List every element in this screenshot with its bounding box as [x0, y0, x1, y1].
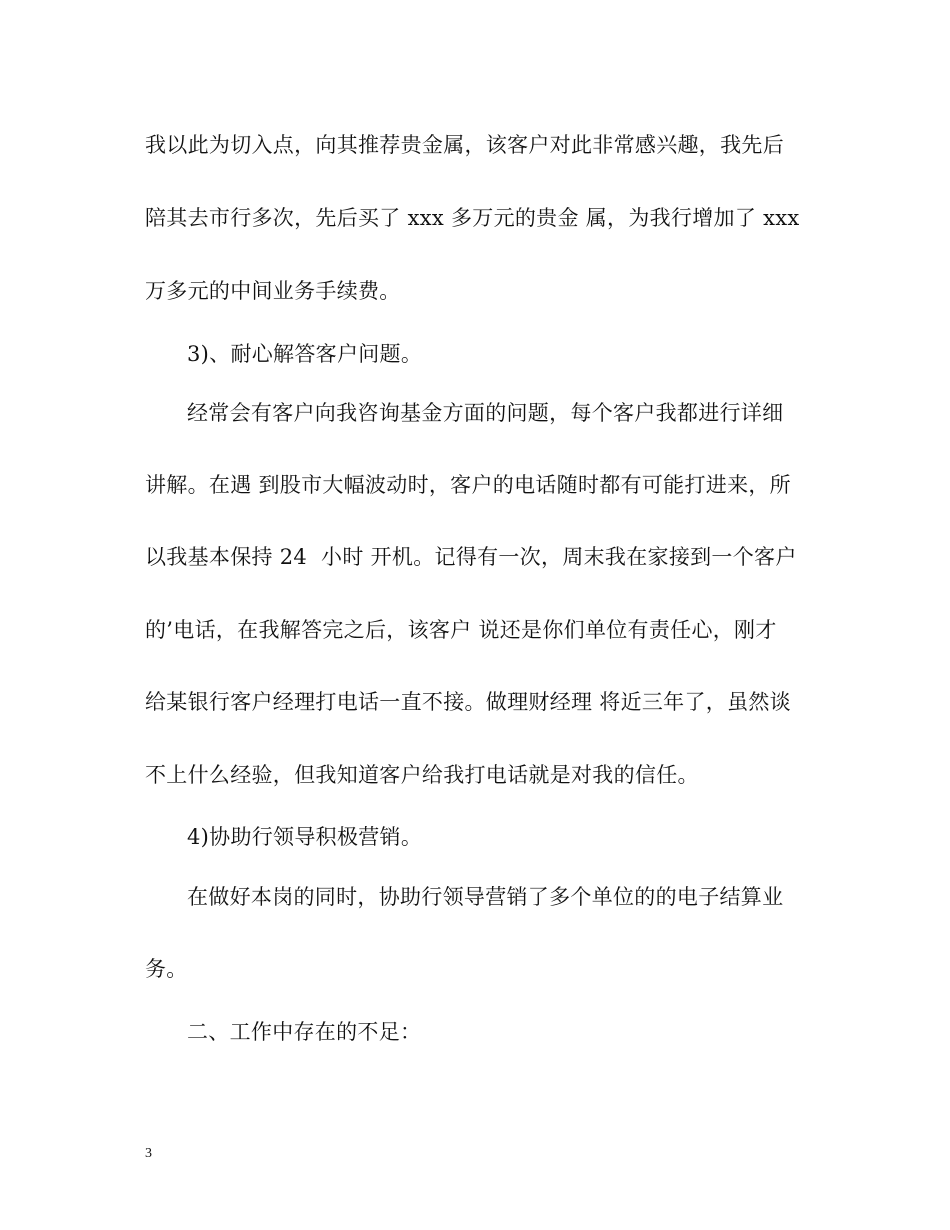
body-line: 不上什么经验，但我知道客户给我打电话就是对我的信任。	[145, 763, 699, 787]
section-heading: 二、工作中存在的不足：	[187, 1020, 422, 1044]
section-heading: 3)、耐心解答客户问题。	[187, 342, 423, 366]
body-line: 陪其去市行多次，先后买了 xxx 多万元的贵金 属，为我行增加了 xxx	[145, 206, 800, 230]
body-line: 万多元的中间业务手续费。	[145, 279, 401, 303]
body-line: 讲解。在遇 到股市大幅波动时，客户的电话随时都有可能打进来，所	[145, 473, 791, 497]
body-line: 给某银行客户经理打电话一直不接。做理财经理 将近三年了，虽然谈	[145, 690, 791, 714]
body-line: 在做好本岗的同时，协助行领导营销了多个单位的的电子结算业	[187, 885, 784, 909]
body-line: 务。	[145, 957, 188, 981]
body-line: 经常会有客户向我咨询基金方面的问题，每个客户我都进行详细	[187, 401, 784, 425]
section-heading: 4)协助行领导积极营销。	[187, 825, 423, 849]
page-number: 3	[145, 1146, 152, 1161]
body-line: 的’电话，在我解答完之后，该客户 说还是你们单位有责任心，刚才	[145, 618, 777, 642]
body-line: 以我基本保持 24 小时 开机。记得有一次，周末我在家接到一个客户	[145, 545, 797, 569]
body-line: 我以此为切入点，向其推荐贵金属，该客户对此非常感兴趣，我先后	[145, 133, 784, 157]
